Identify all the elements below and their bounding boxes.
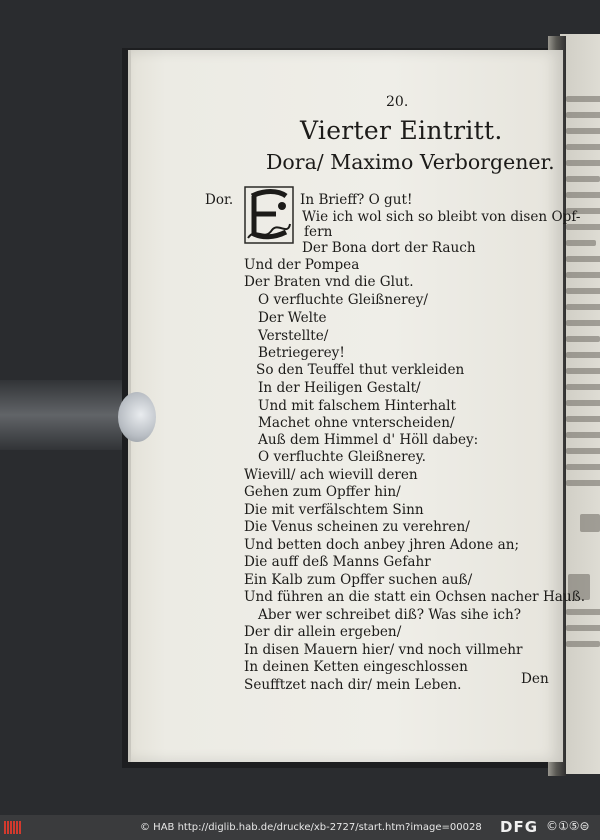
verse-line: Ein Kalb zum Opffer suchen auß/ (244, 572, 473, 588)
speaker-label: Dor. (205, 192, 234, 208)
facing-page-line (566, 368, 600, 374)
page-clip (118, 392, 156, 442)
verse-line: O verfluchte Gleißnerey. (258, 449, 426, 465)
verse-line: Und führen an die statt ein Ochsen nacher Hauß. (244, 589, 586, 605)
verse-line: Der Braten vnd die Glut. (244, 274, 414, 290)
facing-page-line (566, 256, 600, 262)
facing-page-line (566, 336, 600, 342)
facing-page-line (566, 416, 600, 422)
facing-page-line (566, 112, 600, 118)
dfg-logo: DFG (500, 818, 539, 836)
verse-line: So den Teuffel thut verkleiden (256, 362, 465, 378)
facing-page-line (566, 304, 600, 310)
verse-line: Verstellte/ (258, 328, 329, 344)
verse-line: Auß dem Himmel d' Höll dabey: (258, 432, 479, 448)
facing-page-line (566, 144, 600, 150)
verse-line: Die auff deß Manns Gefahr (244, 554, 431, 570)
facing-page-line (566, 448, 600, 454)
facing-page-line (566, 96, 600, 102)
verse-line: In der Heiligen Gestalt/ (258, 380, 421, 396)
facing-page-line (566, 192, 600, 198)
facing-page-line (566, 464, 600, 470)
facing-page-line (566, 641, 600, 647)
verse-line: Wie ich wol sich so bleibt von disen Opf- (302, 209, 581, 225)
verse-line: Betriegerey! (258, 345, 345, 361)
verse-line: Der dir allein ergeben/ (244, 624, 402, 640)
facing-page-line (566, 384, 600, 390)
verse-line: Seufftzet nach dir/ mein Leben. (244, 677, 462, 693)
verse-line: Aber wer schreibet diß? Was sihe ich? (258, 607, 522, 623)
verse-line: O verfluchte Gleißnerey/ (258, 292, 428, 308)
facing-page-line (566, 400, 600, 406)
verse-line: Und betten doch anbey jhren Adone an; (244, 537, 520, 553)
facing-page-line (566, 480, 600, 486)
verse-line: Die Venus scheinen zu verehren/ (244, 519, 470, 535)
facing-page-line (566, 128, 600, 134)
verse-line: Und mit falschem Hinterhalt (258, 398, 456, 414)
verse-line: In disen Mauern hier/ vnd noch villmehr (244, 642, 523, 658)
facing-page-ornament (580, 514, 600, 532)
facing-page-line (566, 176, 600, 182)
verse-line: Gehen zum Opffer hin/ (244, 484, 401, 500)
verse-line: Machet ohne vnterscheiden/ (258, 415, 455, 431)
source-url[interactable]: © HAB http://diglib.hab.de/drucke/xb-2727/start.htm?image=00028 (140, 822, 482, 833)
viewer-footer (0, 815, 600, 840)
verse-line: fern (304, 224, 333, 240)
scene-heading: Vierter Eintritt. (300, 116, 503, 145)
facing-page-line (566, 288, 600, 294)
verse-line: In Brieff? O gut! (300, 192, 413, 208)
decorated-initial-icon (244, 186, 294, 244)
catchword: Den (521, 671, 549, 687)
verse-line: In deinen Ketten eingeschlossen (244, 659, 468, 675)
hab-logo-icon (4, 821, 22, 834)
facing-page-line (566, 240, 596, 246)
facing-page (560, 34, 600, 774)
facing-page-line (566, 160, 600, 166)
facing-page-line (566, 320, 600, 326)
verse-line: Wievill/ ach wievill deren (244, 467, 418, 483)
verse-line: Die mit verfälschtem Sinn (244, 502, 424, 518)
scene-subheading: Dora/ Maximo Verborgener. (266, 150, 555, 174)
verse-line: Der Welte (258, 310, 327, 326)
facing-page-line (566, 609, 600, 615)
facing-page-line (566, 352, 600, 358)
page-number: 20. (386, 94, 409, 110)
facing-page-line (566, 272, 600, 278)
facing-page-line (566, 625, 600, 631)
verse-line: Und der Pompea (244, 257, 360, 273)
facing-page-line (566, 432, 600, 438)
verse-line: Der Bona dort der Rauch (302, 240, 476, 256)
license-icons: ©①⑤⊜ (546, 819, 590, 833)
